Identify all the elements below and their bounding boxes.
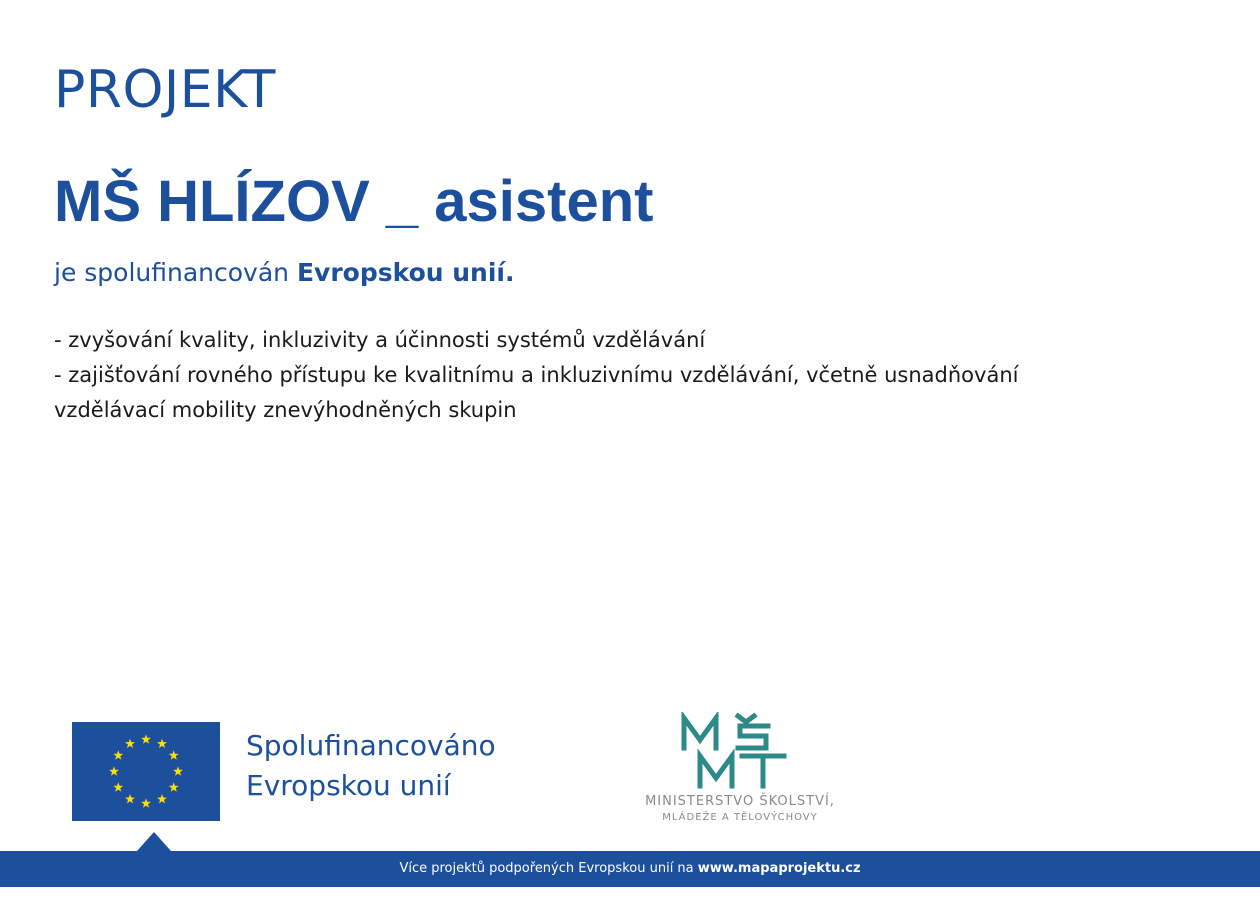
cofinance-statement bbox=[54, 258, 515, 287]
eu-star-icon bbox=[141, 734, 151, 743]
eu-star-icon bbox=[157, 739, 167, 748]
footer-text: Více projektů podpořených Evropskou unií na bbox=[399, 861, 698, 876]
eu-star-icon bbox=[169, 782, 179, 791]
eu-cofinance-label bbox=[246, 726, 496, 806]
eu-label-line2: Evropskou unií bbox=[246, 769, 451, 802]
eu-star-icon bbox=[173, 766, 183, 775]
msmt-logo-icon bbox=[680, 712, 790, 790]
footer-notch bbox=[137, 832, 171, 851]
eu-star-icon bbox=[141, 798, 151, 807]
eu-star-icon bbox=[113, 782, 123, 791]
goals-list bbox=[54, 323, 1214, 428]
eu-star-icon bbox=[169, 750, 179, 759]
goal-item: vzdělávací mobility znevýhodněných skupin bbox=[54, 398, 517, 422]
project-title: MŠ HLÍZOV _ asistent bbox=[54, 169, 654, 234]
eu-star-icon bbox=[157, 794, 167, 803]
msmt-logo bbox=[610, 712, 870, 832]
footer-link[interactable]: www.mapaprojektu.cz bbox=[697, 861, 861, 876]
page-heading: PROJEKT bbox=[54, 60, 276, 120]
eu-star-icon bbox=[113, 750, 123, 759]
footer-bar bbox=[0, 851, 1260, 887]
eu-label-line1: Spolufinancováno bbox=[246, 729, 496, 762]
eu-star-icon bbox=[125, 739, 135, 748]
eu-stars-circle bbox=[72, 722, 220, 821]
eu-flag-icon bbox=[72, 722, 220, 821]
goal-item: - zajišťování rovného přístupu ke kvalitnímu a inkluzivnímu vzdělávání, včetně usnadňování bbox=[54, 363, 1019, 387]
msmt-name-line2: MLÁDEŽE A TĚLOVÝCHOVY bbox=[662, 812, 818, 823]
eu-star-icon bbox=[109, 766, 119, 775]
msmt-name-line1: MINISTERSTVO ŠKOLSTVÍ, bbox=[645, 794, 835, 809]
cofinance-prefix: je spolufinancován bbox=[54, 258, 297, 287]
goal-item: - zvyšování kvality, inkluzivity a účinnosti systémů vzdělávání bbox=[54, 328, 706, 352]
eu-star-icon bbox=[125, 794, 135, 803]
cofinance-emphasis: Evropskou unií. bbox=[296, 258, 515, 287]
